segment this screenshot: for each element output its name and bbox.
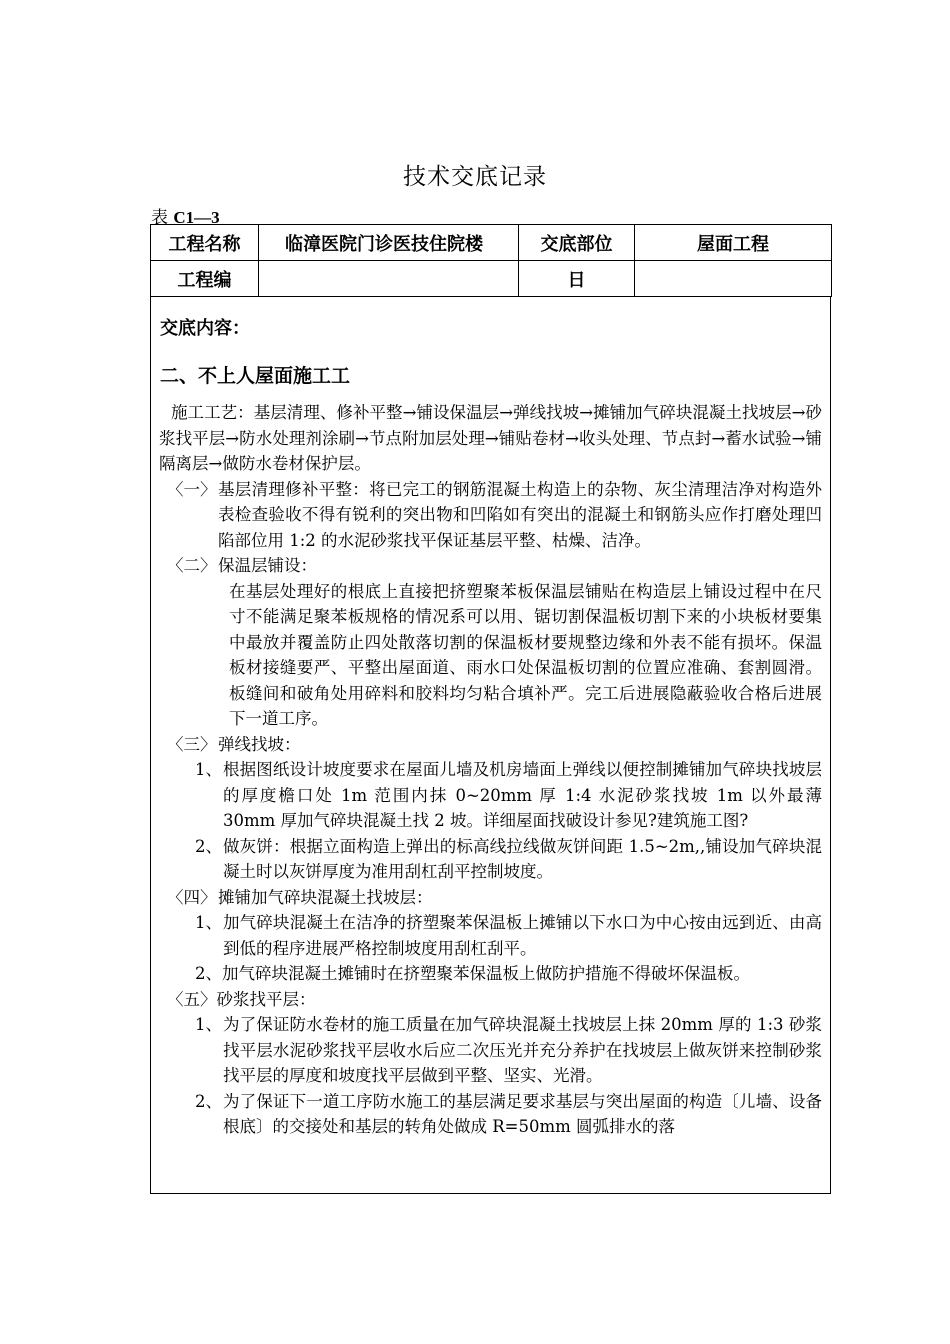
section-4-heading — [159, 885, 822, 911]
section-3-item-2-num: 2、 — [195, 836, 222, 856]
project-no-label: 工程编 — [151, 261, 259, 297]
header-table — [150, 224, 832, 297]
section-title: 二、不上人屋面施工工 — [160, 365, 351, 387]
section-2-heading — [159, 553, 822, 579]
section-3-label: 〈三〉 — [167, 734, 217, 754]
section-4-item-2-text: 2、加气碎块混凝土摊铺时在挤塑聚苯保温板上做防护措施不得破坏保温板。 — [195, 964, 750, 983]
part-value: 屋面工程 — [635, 225, 832, 261]
section-3-title: 弹线找坡： — [218, 734, 301, 754]
header-row-2 — [151, 261, 832, 297]
date-value — [635, 261, 832, 297]
section-3-item-1 — [159, 757, 822, 834]
section-2-title: 保温层铺设： — [218, 556, 317, 575]
content-body — [159, 400, 822, 1140]
section-5-item-1 — [159, 1012, 822, 1089]
section-1-label: 〈一〉 — [167, 479, 217, 499]
section-4-item-1-num: 1、 — [195, 913, 222, 932]
document-title: 技术交底记录 — [403, 164, 547, 190]
section-5-title: 〈五〉砂浆找平层： — [167, 989, 316, 1009]
section-5-item-2-num: 2、 — [195, 1091, 222, 1111]
section-2-label: 〈二〉 — [167, 556, 217, 575]
form-prefix: 表 — [151, 208, 168, 228]
content-box — [150, 297, 831, 1194]
project-name-value: 临漳医院门诊医技住院楼 — [259, 225, 519, 261]
project-no-value — [259, 261, 519, 297]
header-row-1 — [151, 225, 832, 261]
section-4-item-1 — [159, 910, 822, 961]
section-4-item-1-text: 加气碎块混凝土在洁净的挤塑聚苯保温板上摊铺以下水口为中心按由远到近、由高到低的程序进展严格控制坡度用刮杠刮平。 — [223, 913, 822, 958]
section-3-item-2 — [159, 834, 822, 885]
section-4-title: 摊铺加气碎块混凝土找坡层： — [218, 887, 433, 907]
intro-paragraph: 施工工艺：基层清理、修补平整→铺设保温层→弹线找坡→摊铺加气碎块混凝土找坡层→砂浆找平层→防水处理剂涂刷→节点附加层处理→铺贴卷材→收头处理、节点封→蓄水试验→铺隔离层→做防水卷材保护层。 — [159, 403, 822, 473]
content-label: 交底内容： — [160, 318, 250, 339]
section-3-item-1-text: 根据图纸设计坡度要求在屋面儿墙及机房墙面上弹线以便控制摊铺加气碎块找坡层的厚度檐口处 1m 范围内抹 0~20mm 厚 1:4 水泥砂浆找坡 1m 以外最薄 30mm 厚加气碎块混凝土找 2 坡。详细屋面找破设计参见?建筑施工图? — [223, 760, 822, 830]
date-label: 日 — [519, 261, 635, 297]
section-3-heading — [159, 732, 822, 758]
part-label: 交底部位 — [519, 225, 635, 261]
section-3-item-1-num: 1、 — [195, 760, 222, 779]
section-5-item-1-num: 1、 — [195, 1015, 222, 1034]
section-3-item-2-text: 做灰饼：根据立面构造上弹出的标高线拉线做灰饼间距 1.5~2m,,铺设加气碎块混凝土时以灰饼厚度为准用刮杠刮平控制坡度。 — [223, 836, 822, 881]
section-1 — [159, 477, 822, 554]
section-4-label: 〈四〉 — [167, 887, 217, 907]
section-5-item-2 — [159, 1089, 822, 1140]
section-5-item-1-text: 为了保证防水卷材的施工质量在加气碎块混凝土找坡层上抹 20mm 厚的 1:3 砂浆找平层水泥砂浆找平层收水后应二次压光并充分养护在找坡层上做灰饼来控制砂浆找平层的厚度和坡度找平层做到平整、坚实、光滑。 — [223, 1015, 822, 1085]
section-2-text: 在基层处理好的根底上直接把挤塑聚苯板保温层铺贴在构造层上铺设过程中在尺寸不能满足聚苯板规格的情况系可以用、锯切割保温板切割下来的小块板材要集中最放并覆盖防止四处散落切割的保温板材要规整边缘和外表不能有损坏。保温板材接缝要严、平整出屋面道、雨水口处保温板切割的位置应准确、套割圆滑。板缝间和破角处用碎料和胶料均匀粘合填补严。完工后进展隐蔽验收合格后进展下一道工序。 — [229, 581, 822, 728]
project-name-label: 工程名称 — [151, 225, 259, 261]
section-5-item-2-text: 为了保证下一道工序防水施工的基层满足要求基层与突出屋面的构造〔儿墙、设备根底〕的交接处和基层的转角处做成 R=50mm 圆弧排水的落 — [223, 1091, 822, 1136]
section-1-text: 基层清理修补平整：将已完工的钢筋混凝土构造上的杂物、灰尘清理洁净对构造外表检查验收不得有锐利的突出物和凹陷如有突出的混凝土和钢筋头应作打磨处理凹陷部位用 1:2 的水泥砂浆找平保证基层平整、枯燥、洁净。 — [218, 479, 822, 550]
form-code: C1—3 — [173, 208, 220, 227]
